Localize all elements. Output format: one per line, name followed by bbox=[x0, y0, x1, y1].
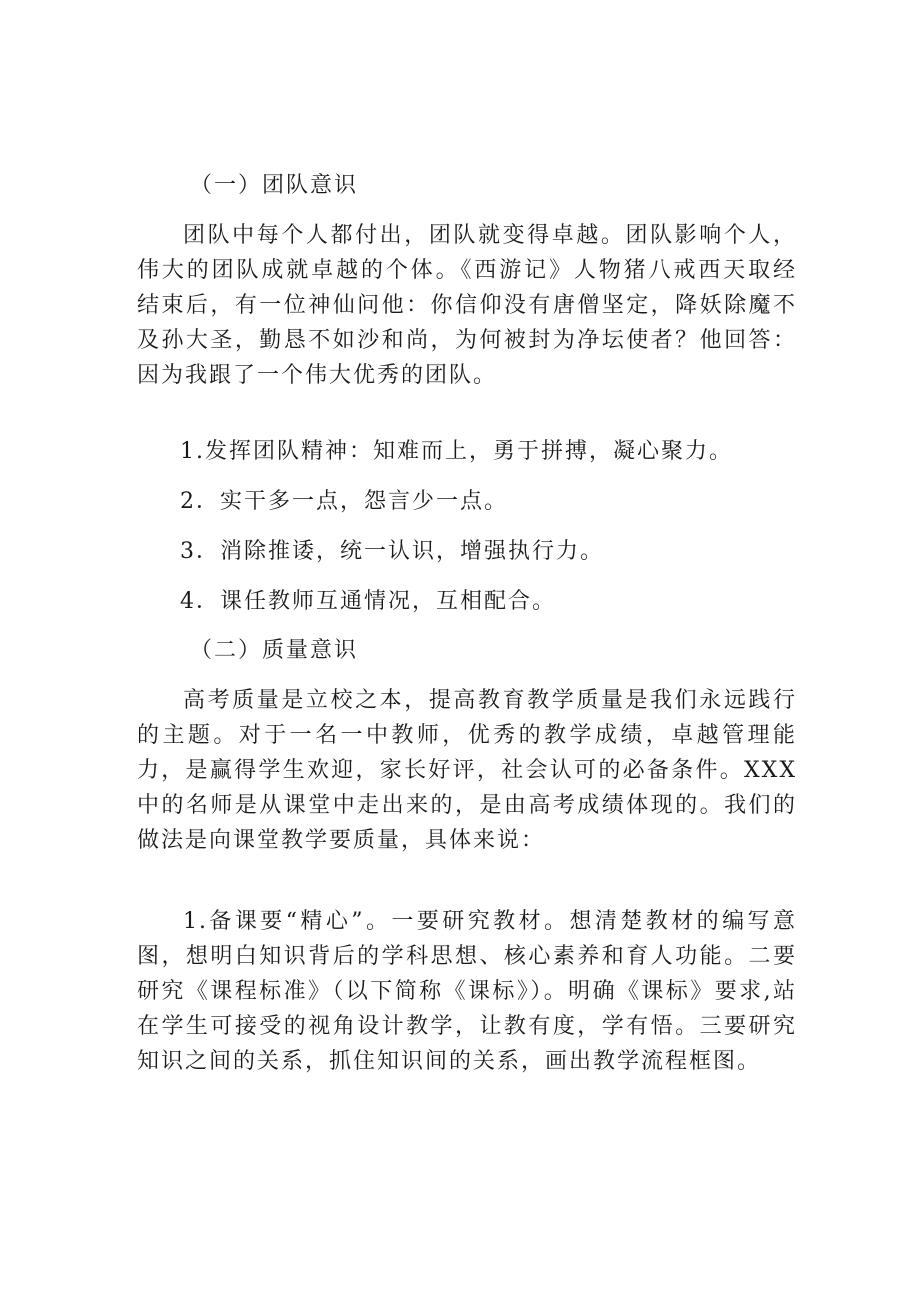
quality-awareness-paragraph: 高考质量是立校之本，提高教育教学质量是我们永远践行的主题。对于一名一中教师，优秀的教学成绩，卓越管理能力，是赢得学生欢迎，家长好评，社会认可的必备条件。XXX中的名师是从课堂中走出来的，是由高考成绩体现的。我们的做法是向课堂教学要质量，具体来说： bbox=[137, 688, 797, 853]
section-heading-team-awareness: （一）团队意识 bbox=[190, 173, 359, 198]
team-list-item-2: 2．实干多一点，怨言少一点。 bbox=[180, 489, 508, 514]
team-list-item-1: 1.发挥团队精神：知难而上，勇于拼搏，凝心聚力。 bbox=[180, 439, 733, 464]
lesson-preparation-paragraph: 1.备课要“精心”。一要研究教材。想清楚教材的编写意图，想明白知识背后的学科思想、核心素养和育人功能。二要研究《课程标准》（以下简称《课标》）。明确《课标》要求,站在学生可接受的视角设计教学，让教有度，学有悟。三要研究知识之间的关系，抓住知识间的关系，画出教学流程框图。 bbox=[137, 909, 797, 1074]
team-list-item-4: 4．课任教师互通情况，互相配合。 bbox=[180, 589, 556, 614]
team-awareness-paragraph: 团队中每个人都付出，团队就变得卓越。团队影响个人，伟大的团队成就卓越的个体。《西游记》人物猪八戒西天取经结束后，有一位神仙问他：你信仰没有唐僧坚定，降妖除魔不及孙大圣，勤恳不如沙和尚，为何被封为净坛使者？他回答：因为我跟了一个伟大优秀的团队。 bbox=[137, 223, 797, 388]
team-list-item-3: 3．消除推诿，统一认识，增强执行力。 bbox=[180, 539, 604, 564]
section-heading-quality-awareness: （二）质量意识 bbox=[190, 638, 359, 663]
